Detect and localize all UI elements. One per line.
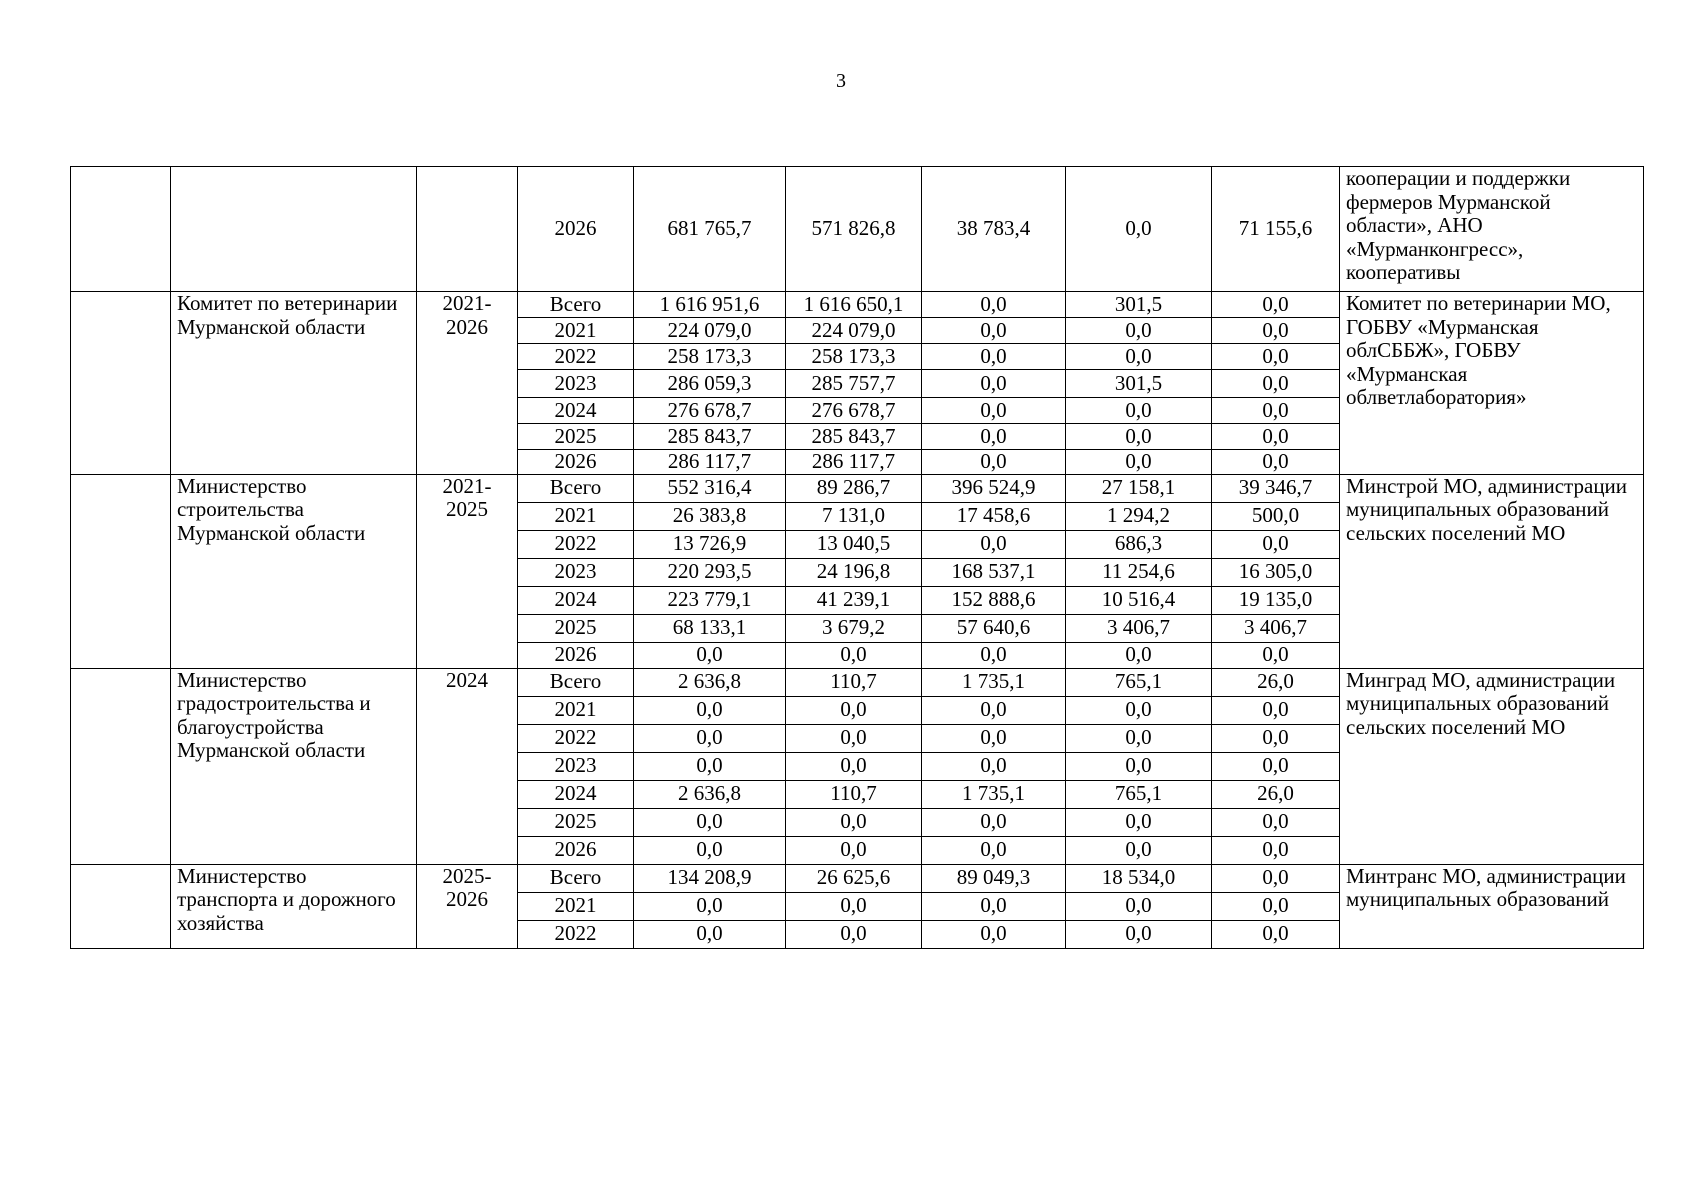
federal-budget-cell: 0,0: [922, 724, 1066, 752]
year-cell: 2021: [518, 318, 634, 344]
row-number-cell: [71, 668, 171, 864]
other-sources-cell: 26,0: [1212, 668, 1340, 696]
period-cell: [417, 167, 518, 292]
year-cell: 2021: [518, 696, 634, 724]
federal-budget-cell: 152 888,6: [922, 586, 1066, 614]
total-cell: 0,0: [634, 642, 786, 668]
year-cell: 2026: [518, 450, 634, 475]
total-cell: 0,0: [634, 808, 786, 836]
total-cell: 0,0: [634, 892, 786, 920]
other-sources-cell: 0,0: [1212, 398, 1340, 424]
other-sources-cell: 19 135,0: [1212, 586, 1340, 614]
local-budget-cell: 301,5: [1066, 292, 1212, 318]
local-budget-cell: 765,1: [1066, 780, 1212, 808]
year-cell: 2022: [518, 344, 634, 370]
other-sources-cell: 0,0: [1212, 752, 1340, 780]
local-budget-cell: 0,0: [1066, 892, 1212, 920]
year-cell: 2024: [518, 398, 634, 424]
local-budget-cell: 0,0: [1066, 398, 1212, 424]
regional-budget-cell: 285 843,7: [786, 424, 922, 450]
federal-budget-cell: 38 783,4: [922, 167, 1066, 292]
period-cell: 2024: [417, 668, 518, 864]
executor-cell: Министерство строительства Мурманской области: [171, 474, 417, 668]
federal-budget-cell: 57 640,6: [922, 614, 1066, 642]
year-cell: 2022: [518, 724, 634, 752]
other-sources-cell: 0,0: [1212, 724, 1340, 752]
local-budget-cell: 0,0: [1066, 836, 1212, 864]
regional-budget-cell: 24 196,8: [786, 558, 922, 586]
regional-budget-cell: 1 616 650,1: [786, 292, 922, 318]
other-sources-cell: 0,0: [1212, 450, 1340, 475]
regional-budget-cell: 0,0: [786, 696, 922, 724]
year-cell: 2024: [518, 780, 634, 808]
regional-budget-cell: 41 239,1: [786, 586, 922, 614]
total-cell: 134 208,9: [634, 864, 786, 892]
regional-budget-cell: 0,0: [786, 642, 922, 668]
table-row: [71, 864, 1644, 892]
other-sources-cell: 16 305,0: [1212, 558, 1340, 586]
other-sources-cell: 39 346,7: [1212, 474, 1340, 502]
federal-budget-cell: 0,0: [922, 752, 1066, 780]
total-cell: 26 383,8: [634, 502, 786, 530]
year-cell: 2025: [518, 614, 634, 642]
total-cell: 13 726,9: [634, 530, 786, 558]
local-budget-cell: 0,0: [1066, 696, 1212, 724]
total-cell: 681 765,7: [634, 167, 786, 292]
year-cell: 2024: [518, 586, 634, 614]
page-number: 3: [836, 70, 846, 92]
period-cell: 2025-2026: [417, 864, 518, 948]
total-cell: 552 316,4: [634, 474, 786, 502]
regional-budget-cell: 110,7: [786, 780, 922, 808]
regional-budget-cell: 13 040,5: [786, 530, 922, 558]
federal-budget-cell: 396 524,9: [922, 474, 1066, 502]
total-cell: 0,0: [634, 752, 786, 780]
executor-cell: Министерство градостроительства и благоустройства Мурманской области: [171, 668, 417, 864]
local-budget-cell: 0,0: [1066, 752, 1212, 780]
local-budget-cell: 18 534,0: [1066, 864, 1212, 892]
federal-budget-cell: 0,0: [922, 450, 1066, 475]
local-budget-cell: 3 406,7: [1066, 614, 1212, 642]
other-sources-cell: 0,0: [1212, 292, 1340, 318]
regional-budget-cell: 276 678,7: [786, 398, 922, 424]
year-cell: 2022: [518, 920, 634, 948]
regional-budget-cell: 571 826,8: [786, 167, 922, 292]
other-sources-cell: 0,0: [1212, 424, 1340, 450]
table-body: [71, 167, 1644, 949]
federal-budget-cell: 0,0: [922, 530, 1066, 558]
other-sources-cell: 0,0: [1212, 864, 1340, 892]
year-cell: Всего: [518, 864, 634, 892]
federal-budget-cell: 0,0: [922, 808, 1066, 836]
period-cell: 2021-2026: [417, 292, 518, 475]
local-budget-cell: 0,0: [1066, 344, 1212, 370]
year-cell: Всего: [518, 668, 634, 696]
total-cell: 220 293,5: [634, 558, 786, 586]
other-sources-cell: 0,0: [1212, 530, 1340, 558]
regional-budget-cell: 0,0: [786, 724, 922, 752]
local-budget-cell: 0,0: [1066, 167, 1212, 292]
executor-cell: Комитет по ветеринарии Мурманской области: [171, 292, 417, 475]
federal-budget-cell: 0,0: [922, 424, 1066, 450]
year-cell: 2026: [518, 167, 634, 292]
regional-budget-cell: 26 625,6: [786, 864, 922, 892]
regional-budget-cell: 286 117,7: [786, 450, 922, 475]
year-cell: 2023: [518, 558, 634, 586]
other-sources-cell: 0,0: [1212, 344, 1340, 370]
regional-budget-cell: 3 679,2: [786, 614, 922, 642]
regional-budget-cell: 110,7: [786, 668, 922, 696]
total-cell: 2 636,8: [634, 780, 786, 808]
year-cell: 2026: [518, 642, 634, 668]
local-budget-cell: 686,3: [1066, 530, 1212, 558]
federal-budget-cell: 0,0: [922, 292, 1066, 318]
federal-budget-cell: 17 458,6: [922, 502, 1066, 530]
partners-cell: Минстрой МО, администрации муниципальных образований сельских поселений МО: [1340, 474, 1644, 668]
total-cell: 258 173,3: [634, 344, 786, 370]
federal-budget-cell: 0,0: [922, 920, 1066, 948]
regional-budget-cell: 224 079,0: [786, 318, 922, 344]
total-cell: 0,0: [634, 696, 786, 724]
local-budget-cell: 765,1: [1066, 668, 1212, 696]
row-number-cell: [71, 864, 171, 948]
regional-budget-cell: 0,0: [786, 836, 922, 864]
partners-cell: Комитет по ветеринарии МО, ГОБВУ «Мурманская облСББЖ», ГОБВУ «Мурманская облветлаборатория»: [1340, 292, 1644, 475]
other-sources-cell: 0,0: [1212, 920, 1340, 948]
year-cell: 2021: [518, 502, 634, 530]
total-cell: 223 779,1: [634, 586, 786, 614]
year-cell: 2021: [518, 892, 634, 920]
federal-budget-cell: 1 735,1: [922, 668, 1066, 696]
table-row: [71, 167, 1644, 292]
year-cell: 2023: [518, 370, 634, 398]
federal-budget-cell: 0,0: [922, 398, 1066, 424]
executor-cell: [171, 167, 417, 292]
local-budget-cell: 11 254,6: [1066, 558, 1212, 586]
local-budget-cell: 0,0: [1066, 808, 1212, 836]
year-cell: Всего: [518, 474, 634, 502]
regional-budget-cell: 7 131,0: [786, 502, 922, 530]
other-sources-cell: 71 155,6: [1212, 167, 1340, 292]
year-cell: 2023: [518, 752, 634, 780]
partners-cell: Минтранс МО, администрации муниципальных образований: [1340, 864, 1644, 948]
table-row: [71, 474, 1644, 502]
local-budget-cell: 0,0: [1066, 318, 1212, 344]
local-budget-cell: 0,0: [1066, 450, 1212, 475]
regional-budget-cell: 0,0: [786, 920, 922, 948]
other-sources-cell: 0,0: [1212, 808, 1340, 836]
local-budget-cell: 27 158,1: [1066, 474, 1212, 502]
total-cell: 1 616 951,6: [634, 292, 786, 318]
total-cell: 0,0: [634, 920, 786, 948]
federal-budget-cell: 0,0: [922, 836, 1066, 864]
total-cell: 285 843,7: [634, 424, 786, 450]
regional-budget-cell: 0,0: [786, 752, 922, 780]
federal-budget-cell: 0,0: [922, 892, 1066, 920]
other-sources-cell: 0,0: [1212, 318, 1340, 344]
year-cell: 2026: [518, 836, 634, 864]
other-sources-cell: 3 406,7: [1212, 614, 1340, 642]
federal-budget-cell: 0,0: [922, 344, 1066, 370]
local-budget-cell: 0,0: [1066, 642, 1212, 668]
row-number-cell: [71, 292, 171, 475]
federal-budget-cell: 0,0: [922, 696, 1066, 724]
other-sources-cell: 26,0: [1212, 780, 1340, 808]
row-number-cell: [71, 474, 171, 668]
federal-budget-cell: 0,0: [922, 642, 1066, 668]
regional-budget-cell: 285 757,7: [786, 370, 922, 398]
federal-budget-cell: 89 049,3: [922, 864, 1066, 892]
row-number-cell: [71, 167, 171, 292]
executor-cell: Министерство транспорта и дорожного хозяйства: [171, 864, 417, 948]
other-sources-cell: 500,0: [1212, 502, 1340, 530]
federal-budget-cell: 168 537,1: [922, 558, 1066, 586]
total-cell: 286 117,7: [634, 450, 786, 475]
regional-budget-cell: 0,0: [786, 892, 922, 920]
regional-budget-cell: 89 286,7: [786, 474, 922, 502]
year-cell: 2022: [518, 530, 634, 558]
other-sources-cell: 0,0: [1212, 642, 1340, 668]
local-budget-cell: 0,0: [1066, 724, 1212, 752]
local-budget-cell: 1 294,2: [1066, 502, 1212, 530]
table-row: [71, 668, 1644, 696]
federal-budget-cell: 1 735,1: [922, 780, 1066, 808]
other-sources-cell: 0,0: [1212, 370, 1340, 398]
year-cell: 2025: [518, 808, 634, 836]
year-cell: Всего: [518, 292, 634, 318]
other-sources-cell: 0,0: [1212, 836, 1340, 864]
total-cell: 286 059,3: [634, 370, 786, 398]
other-sources-cell: 0,0: [1212, 892, 1340, 920]
other-sources-cell: 0,0: [1212, 696, 1340, 724]
year-cell: 2025: [518, 424, 634, 450]
regional-budget-cell: 0,0: [786, 808, 922, 836]
table-row: [71, 292, 1644, 318]
local-budget-cell: 301,5: [1066, 370, 1212, 398]
total-cell: 0,0: [634, 724, 786, 752]
regional-budget-cell: 258 173,3: [786, 344, 922, 370]
total-cell: 224 079,0: [634, 318, 786, 344]
federal-budget-cell: 0,0: [922, 318, 1066, 344]
total-cell: 68 133,1: [634, 614, 786, 642]
partners-cell: Минград МО, администрации муниципальных образований сельских поселений МО: [1340, 668, 1644, 864]
budget-table: [70, 166, 1644, 949]
local-budget-cell: 10 516,4: [1066, 586, 1212, 614]
total-cell: 0,0: [634, 836, 786, 864]
total-cell: 276 678,7: [634, 398, 786, 424]
period-cell: 2021-2025: [417, 474, 518, 668]
local-budget-cell: 0,0: [1066, 424, 1212, 450]
federal-budget-cell: 0,0: [922, 370, 1066, 398]
partners-cell: кооперации и поддержки фермеров Мурманской области», АНО «Мурманконгресс», кооперативы: [1340, 167, 1644, 292]
total-cell: 2 636,8: [634, 668, 786, 696]
local-budget-cell: 0,0: [1066, 920, 1212, 948]
